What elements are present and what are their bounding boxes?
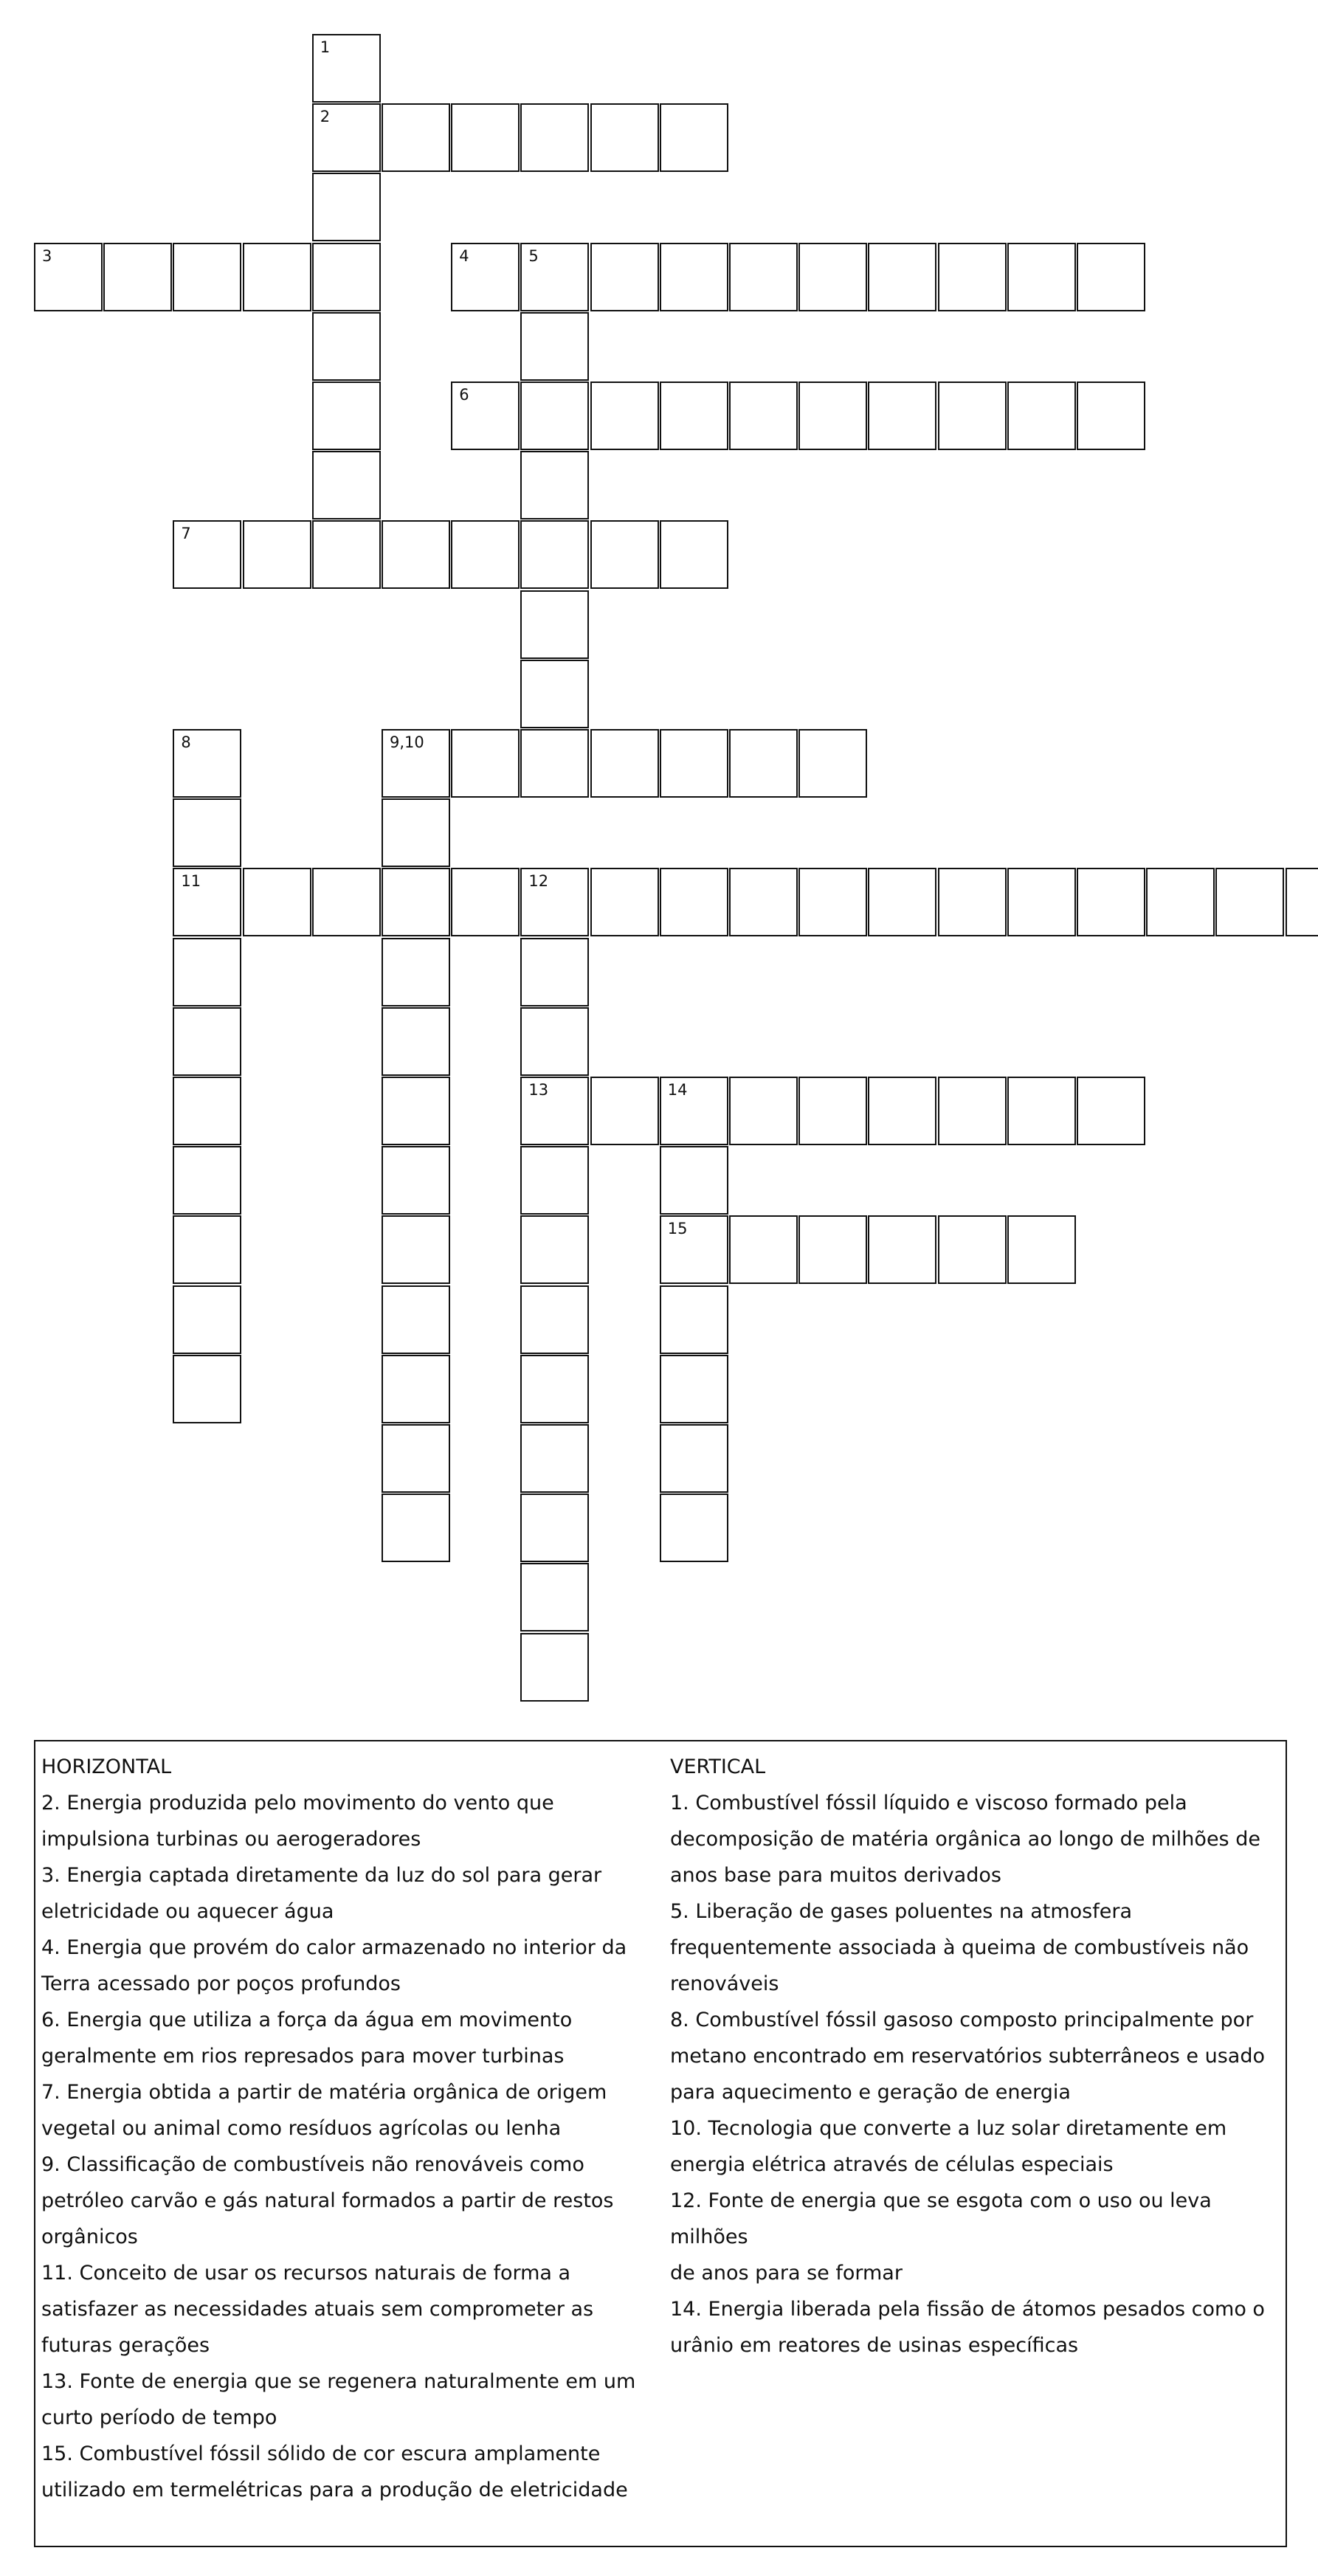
- grid-cell[interactable]: [312, 520, 381, 589]
- grid-cell[interactable]: [1077, 243, 1145, 311]
- grid-cell[interactable]: [520, 1146, 589, 1215]
- clue-line: futuras gerações: [41, 2334, 210, 2357]
- grid-cell[interactable]: [798, 243, 867, 311]
- clue-line: 2. Energia produzida pelo movimento do vento que: [41, 1792, 554, 1814]
- clue-number: 14: [667, 1081, 688, 1099]
- clue-line: 11. Conceito de usar os recursos naturais de forma a: [41, 2262, 571, 2285]
- grid-cell[interactable]: [382, 1285, 450, 1354]
- clue-line: 3. Energia captada diretamente da luz do sol para gerar: [41, 1864, 602, 1887]
- grid-cell[interactable]: [520, 660, 589, 728]
- clue-number: 7: [181, 525, 191, 543]
- grid-cell[interactable]: [1215, 868, 1284, 936]
- clue-line: frequentemente associada à queima de combustíveis não: [670, 1936, 1249, 1959]
- grid-cell[interactable]: [798, 1077, 867, 1145]
- clue-line: energia elétrica através de células especiais: [670, 2153, 1114, 2176]
- grid-cell[interactable]: [34, 243, 103, 311]
- clue-line: impulsiona turbinas ou aerogeradores: [41, 1828, 421, 1851]
- grid-cell[interactable]: [382, 1146, 450, 1215]
- grid-cell[interactable]: [1077, 381, 1145, 450]
- grid-cell[interactable]: [243, 868, 311, 936]
- clue-number: 12: [528, 872, 549, 891]
- grid-cell[interactable]: [590, 520, 659, 589]
- clue-line: utilizado em termelétricas para a produção de eletricidade: [41, 2479, 628, 2501]
- grid-cell[interactable]: [520, 938, 589, 1006]
- grid-cell[interactable]: [520, 1424, 589, 1493]
- grid-cell[interactable]: [312, 312, 381, 381]
- vertical-clue-list: [670, 1785, 1283, 2363]
- grid-cell[interactable]: [382, 1007, 450, 1076]
- grid-cell[interactable]: [243, 520, 311, 589]
- grid-cell[interactable]: [660, 729, 728, 798]
- clue-line: de anos para se formar: [670, 2262, 903, 2285]
- grid-cell[interactable]: [1077, 868, 1145, 936]
- grid-cell[interactable]: [173, 520, 241, 589]
- clue-number: 13: [528, 1081, 549, 1099]
- grid-cell[interactable]: [382, 868, 450, 936]
- grid-cell[interactable]: [868, 868, 936, 936]
- grid-cell[interactable]: [729, 729, 798, 798]
- grid-cell[interactable]: [729, 1215, 798, 1284]
- grid-cell[interactable]: [173, 1355, 241, 1423]
- clue-line: metano encontrado em reservatórios subterrâneos e usado: [670, 2045, 1265, 2068]
- vertical-title: VERTICAL: [670, 1755, 766, 1778]
- clue-line: 13. Fonte de energia que se regenera naturalmente em um: [41, 2370, 636, 2393]
- grid-cell[interactable]: [451, 729, 520, 798]
- grid-cell[interactable]: [312, 34, 381, 103]
- clue-line: eletricidade ou aquecer água: [41, 1900, 334, 1923]
- grid-cell[interactable]: [868, 381, 936, 450]
- clue-line: 14. Energia liberada pela fissão de átomos pesados como o: [670, 2298, 1265, 2321]
- grid-cell[interactable]: [1007, 868, 1076, 936]
- grid-cell[interactable]: [590, 381, 659, 450]
- grid-cell[interactable]: [1286, 868, 1318, 936]
- grid-cell[interactable]: [451, 103, 520, 172]
- clue-line: orgânicos: [41, 2225, 138, 2248]
- grid-cell[interactable]: [660, 1077, 728, 1145]
- clue-number: 1: [320, 38, 331, 56]
- clue-line: anos base para muitos derivados: [670, 1864, 1001, 1887]
- grid-cell[interactable]: [173, 868, 241, 936]
- grid-cell[interactable]: [312, 868, 381, 936]
- clue-number: 8: [181, 733, 191, 751]
- grid-cell[interactable]: [938, 868, 1007, 936]
- grid-cell[interactable]: [520, 103, 589, 172]
- grid-cell[interactable]: [660, 381, 728, 450]
- clue-line: urânio em reatores de usinas específicas: [670, 2334, 1079, 2357]
- grid-cell[interactable]: [660, 868, 728, 936]
- grid-cell[interactable]: [938, 243, 1007, 311]
- grid-cell[interactable]: [173, 1285, 241, 1354]
- grid-cell[interactable]: [382, 103, 450, 172]
- clue-line: para aquecimento e geração de energia: [670, 2081, 1071, 2104]
- clue-line: 5. Liberação de gases poluentes na atmosfera: [670, 1900, 1132, 1923]
- grid-cell[interactable]: [590, 103, 659, 172]
- grid-cell[interactable]: [451, 520, 520, 589]
- clue-line: 8. Combustível fóssil gasoso composto principalmente por: [670, 2009, 1254, 2031]
- grid-cell[interactable]: [173, 1215, 241, 1284]
- clue-line: 1. Combustível fóssil líquido e viscoso formado pela: [670, 1792, 1187, 1814]
- clue-number: 3: [42, 246, 52, 265]
- clue-line: 9. Classificação de combustíveis não renováveis como: [41, 2153, 584, 2176]
- grid-cell[interactable]: [520, 1563, 589, 1631]
- grid-cell[interactable]: [1007, 1077, 1076, 1145]
- grid-cell[interactable]: [590, 243, 659, 311]
- grid-cell[interactable]: [938, 1077, 1007, 1145]
- clue-line: petróleo carvão e gás natural formados a partir de restos: [41, 2189, 614, 2212]
- clue-line: 7. Energia obtida a partir de matéria orgânica de origem: [41, 2081, 607, 2104]
- clue-line: 6. Energia que utiliza a força da água em movimento: [41, 2009, 573, 2031]
- grid-cell[interactable]: [173, 798, 241, 867]
- grid-cell[interactable]: [173, 243, 241, 311]
- grid-cell[interactable]: [729, 1077, 798, 1145]
- clue-line: geralmente em rios represados para mover turbinas: [41, 2045, 565, 2068]
- grid-cell[interactable]: [520, 1285, 589, 1354]
- clue-line: vegetal ou animal como resíduos agrícolas ou lenha: [41, 2117, 562, 2140]
- grid-cell[interactable]: [312, 451, 381, 519]
- grid-cell[interactable]: [868, 1077, 936, 1145]
- grid-cell[interactable]: [520, 729, 589, 798]
- clue-line: 15. Combustível fóssil sólido de cor escura amplamente: [41, 2442, 601, 2465]
- clue-number: 9,10: [390, 733, 424, 751]
- clue-line: curto período de tempo: [41, 2406, 277, 2429]
- clue-number: 11: [181, 872, 201, 891]
- grid-cell[interactable]: [868, 243, 936, 311]
- horizontal-clue-list: [41, 1785, 654, 2508]
- grid-cell[interactable]: [938, 381, 1007, 450]
- grid-cell[interactable]: [660, 520, 728, 589]
- clue-number: 4: [459, 246, 469, 265]
- grid-cell[interactable]: [382, 1215, 450, 1284]
- grid-cell[interactable]: [1007, 1215, 1076, 1284]
- grid-cell[interactable]: [382, 729, 450, 798]
- clue-line: renováveis: [670, 1972, 779, 1995]
- grid-cell[interactable]: [520, 243, 589, 311]
- grid-cell[interactable]: [938, 1215, 1007, 1284]
- grid-cell[interactable]: [382, 938, 450, 1006]
- grid-cell[interactable]: [868, 1215, 936, 1284]
- grid-cell[interactable]: [729, 243, 798, 311]
- grid-cell[interactable]: [312, 173, 381, 241]
- clue-line: 10. Tecnologia que converte a luz solar diretamente em: [670, 2117, 1227, 2140]
- grid-cell[interactable]: [173, 729, 241, 798]
- grid-cell[interactable]: [1077, 1077, 1145, 1145]
- grid-cell[interactable]: [382, 1077, 450, 1145]
- grid-cell[interactable]: [451, 381, 520, 450]
- grid-cell[interactable]: [103, 243, 172, 311]
- grid-cell[interactable]: [520, 1215, 589, 1284]
- grid-cell[interactable]: [312, 381, 381, 450]
- horizontal-clues: [41, 1749, 654, 2508]
- grid-cell[interactable]: [451, 243, 520, 311]
- grid-cell[interactable]: [798, 868, 867, 936]
- clues-box: [34, 1740, 1287, 2547]
- grid-cell[interactable]: [520, 1007, 589, 1076]
- grid-cell[interactable]: [1007, 243, 1076, 311]
- grid-cell[interactable]: [660, 1424, 728, 1493]
- grid-cell[interactable]: [451, 868, 520, 936]
- grid-cell[interactable]: [660, 243, 728, 311]
- horizontal-title: HORIZONTAL: [41, 1755, 172, 1778]
- grid-cell[interactable]: [660, 1355, 728, 1423]
- grid-cell[interactable]: [590, 1077, 659, 1145]
- grid-cell[interactable]: [1007, 381, 1076, 450]
- grid-cell[interactable]: [173, 1146, 241, 1215]
- grid-cell[interactable]: [312, 243, 381, 311]
- grid-cell[interactable]: [382, 520, 450, 589]
- grid-cell[interactable]: [660, 1494, 728, 1562]
- grid-cell[interactable]: [173, 1077, 241, 1145]
- grid-cell[interactable]: [520, 1355, 589, 1423]
- grid-cell[interactable]: [520, 312, 589, 381]
- clue-line: satisfazer as necessidades atuais sem comprometer as: [41, 2298, 594, 2321]
- grid-cell[interactable]: [520, 590, 589, 659]
- clue-line: Terra acessado por poços profundos: [41, 1972, 401, 1995]
- grid-cell[interactable]: [520, 451, 589, 519]
- clue-number: 5: [528, 246, 539, 265]
- grid-cell[interactable]: [382, 1494, 450, 1562]
- grid-cell[interactable]: [520, 1077, 589, 1145]
- grid-cell[interactable]: [520, 1633, 589, 1702]
- grid-cell[interactable]: [660, 1146, 728, 1215]
- clue-number: 2: [320, 108, 331, 126]
- clue-line: decomposição de matéria orgânica ao longo de milhões de: [670, 1828, 1260, 1851]
- grid-cell[interactable]: [382, 1424, 450, 1493]
- clue-number: 15: [667, 1220, 688, 1238]
- grid-cell[interactable]: [590, 729, 659, 798]
- grid-cell[interactable]: [382, 798, 450, 867]
- grid-cell[interactable]: [243, 243, 311, 311]
- grid-cell[interactable]: [660, 103, 728, 172]
- clue-line: 12. Fonte de energia que se esgota com o uso ou leva milhões: [670, 2189, 1212, 2248]
- grid-cell[interactable]: [520, 1494, 589, 1562]
- clue-line: 4. Energia que provém do calor armazenado no interior da: [41, 1936, 627, 1959]
- grid-cell[interactable]: [520, 868, 589, 936]
- grid-cell[interactable]: [173, 938, 241, 1006]
- grid-cell[interactable]: [382, 1355, 450, 1423]
- grid-cell[interactable]: [1146, 868, 1215, 936]
- grid-cell[interactable]: [312, 103, 381, 172]
- grid-cell[interactable]: [590, 868, 659, 936]
- grid-cell[interactable]: [798, 381, 867, 450]
- grid-cell[interactable]: [520, 381, 589, 450]
- grid-cell[interactable]: [660, 1285, 728, 1354]
- grid-cell[interactable]: [173, 1007, 241, 1076]
- grid-cell[interactable]: [520, 520, 589, 589]
- grid-cell[interactable]: [660, 1215, 728, 1284]
- grid-cell[interactable]: [798, 729, 867, 798]
- grid-cell[interactable]: [729, 868, 798, 936]
- clue-number: 6: [459, 386, 469, 404]
- vertical-clues: [670, 1749, 1283, 2363]
- grid-cell[interactable]: [798, 1215, 867, 1284]
- grid-cell[interactable]: [729, 381, 798, 450]
